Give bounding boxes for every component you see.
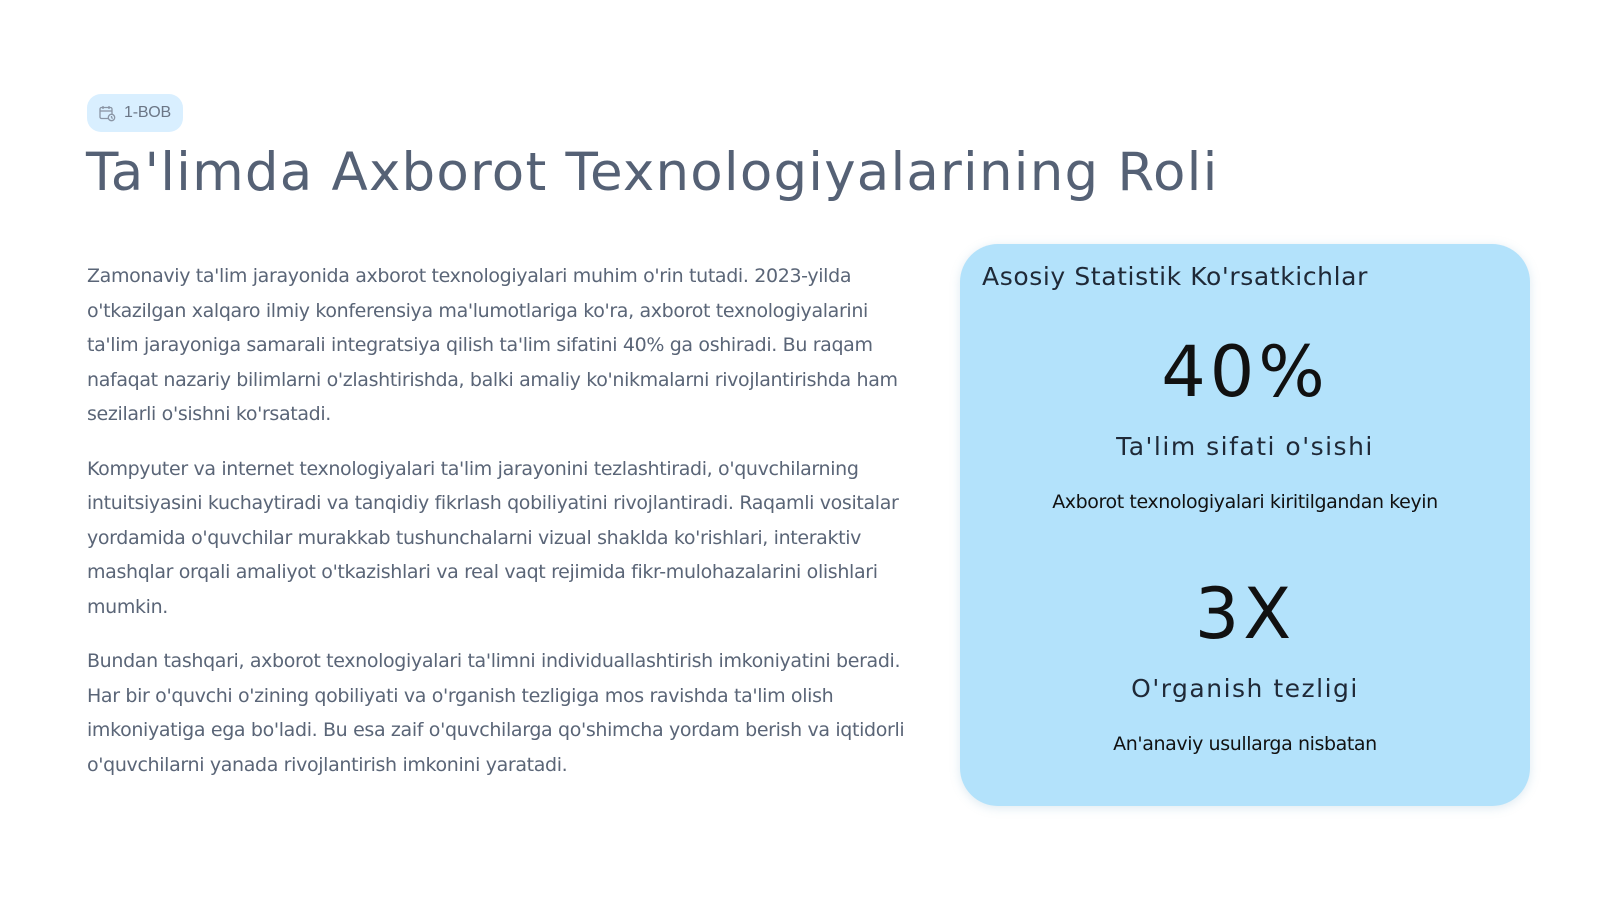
paragraph: Kompyuter va internet texnologiyalari ta'lim jarayonini tezlashtiradi, o'quvchilarning intuitsiyasini kuchaytiradi va tanqidiy fikrlash qobiliyatini rivojlantiradi. Raqamli vositalar yordamida o'quvchilar murakkab tushunchalarni vizual shaklda ko'rishlari, interaktiv mashqlar orqali amaliyot o'tkazishlari va real vaqt rejimida fikr-mulohazalarini olishlari mumkin. <box>87 457 899 618</box>
stats-card-title: Asosiy Statistik Ko'rsatkichlar <box>982 262 1368 291</box>
stat-label: Ta'lim sifati o'sishi <box>1116 432 1374 461</box>
stat-label: O'rganish tezligi <box>1131 674 1359 703</box>
stat-learning-speed <box>960 574 1530 756</box>
paragraph: Bundan tashqari, axborot texnologiyalari ta'limni individuallashtirish imkoniyatini beradi. Har bir o'quvchi o'zining qobiliyati va o'rganish tezligiga mos ravishda ta'lim olish imkoniyatiga ega bo'ladi. Bu esa zaif o'quvchilarga qo'shimcha yordam berish va iqtidorli o'quvchilarni yanada rivojlantirish imkonini yaratadi. <box>87 650 905 776</box>
body-text <box>87 259 907 802</box>
page-title: Ta'limda Axborot Texnologiyalarining Roli <box>86 142 1219 203</box>
stat-value: 3X <box>1194 573 1296 655</box>
stat-value: 40% <box>1161 331 1329 413</box>
calendar-icon <box>97 103 117 123</box>
stat-description: Axborot texnologiyalari kiritilgandan keyin <box>1052 491 1438 513</box>
chapter-label: 1-BOB <box>124 104 172 121</box>
chapter-badge <box>87 94 183 132</box>
stat-quality-growth <box>960 332 1530 514</box>
paragraph: Zamonaviy ta'lim jarayonida axborot texnologiyalari muhim o'rin tutadi. 2023-yilda o'tkazilgan xalqaro ilmiy konferensiya ma'lumotlariga ko'ra, axborot texnologiyalarini ta'lim jarayoniga samarali integratsiya qilish ta'lim sifatini 40% ga oshiradi. Bu raqam nafaqat nazariy bilimlarni o'zlashtirishda, balki amaliy ko'nikmalarni rivojlantirishda ham sezilarli o'sishni ko'rsatadi. <box>87 265 898 425</box>
stat-description: An'anaviy usullarga nisbatan <box>1113 733 1377 755</box>
stats-card <box>960 244 1530 806</box>
